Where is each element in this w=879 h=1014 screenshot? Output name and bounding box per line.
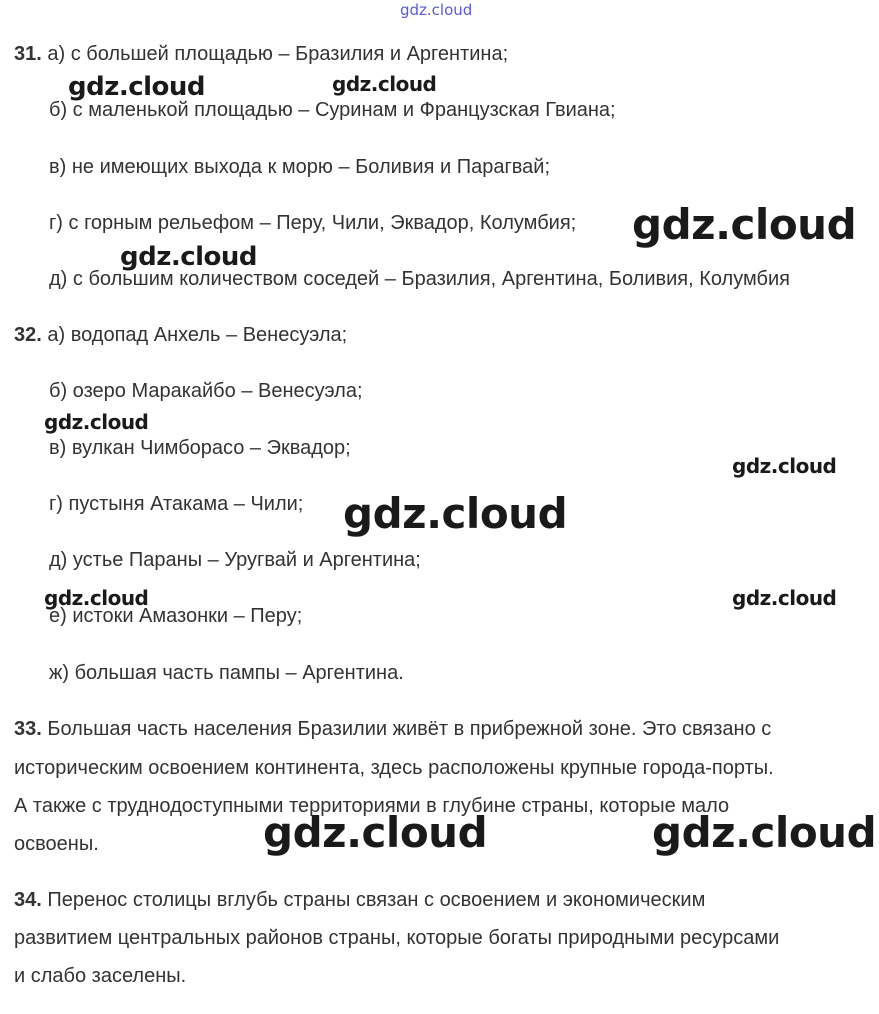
answer-33-number: 33. [14,718,42,740]
answer-32-line-c [49,434,351,462]
answer-32-text-d: г) пустыня Атакама – Чили; [49,493,304,515]
answer-34-line-1 [14,886,705,914]
answer-31-text-d: г) с горным рельефом – Перу, Чили, Эквадор, Колумбия; [49,212,577,234]
answer-32-text-g: ж) большая часть пампы – Аргентина. [49,662,404,684]
answer-33-line-4 [14,830,99,858]
answer-31-line-c [49,153,550,181]
answer-32-line-d [49,490,303,518]
answer-31-line-d [49,209,576,237]
answer-32-line-e [49,546,421,574]
watermark: gdz.cloud [332,72,437,96]
answer-32-text-a: а) водопад Анхель – Венесуэла; [47,324,348,346]
answer-32-text-c: в) вулкан Чимборасо – Эквадор; [49,437,351,459]
watermark: gdz.cloud [263,808,488,857]
answer-32-text-b: б) озеро Маракайбо – Венесуэла; [49,380,363,402]
answer-33-text-4: освоены. [14,833,99,855]
watermark: gdz.cloud [68,72,206,102]
answer-34-line-2 [14,924,779,952]
answer-32-text-f: е) истоки Амазонки – Перу; [49,605,303,627]
answer-34-text-1: Перенос столицы вглубь страны связан с освоением и экономическим [47,889,706,911]
answer-31-text-a: а) с большей площадью – Бразилия и Аргентина; [47,43,509,65]
answer-33-text-3: А также с труднодоступными территориями в глубине страны, которые мало [14,795,730,817]
answer-34-text-2: развитием центральных районов страны, которые богаты природными ресурсами [14,927,780,949]
answer-34-line-3 [14,962,186,990]
answer-31-text-c: в) не имеющих выхода к морю – Боливия и Парагвай; [49,156,550,178]
answer-33-text-1: Большая часть населения Бразилии живёт в прибрежной зоне. Это связано с [47,718,772,740]
answer-32-line-b [49,377,363,405]
answer-33-line-1 [14,715,771,743]
answer-33-text-2: историческим освоением континента, здесь расположены крупные города-порты. [14,757,774,779]
watermark: gdz.cloud [44,410,149,434]
answer-32-text-e: д) устье Параны – Уругвай и Аргентина; [49,549,421,571]
answer-33-line-2 [14,754,774,782]
answer-34-number: 34. [14,889,42,911]
answer-31-text-e: д) с большим количеством соседей – Бразилия, Аргентина, Боливия, Колумбия [49,268,790,290]
answer-31-line-a [14,40,508,68]
header-watermark: gdz.cloud [400,1,473,19]
watermark: gdz.cloud [732,586,837,610]
watermark: gdz.cloud [44,586,149,610]
answer-31-number: 31. [14,43,42,65]
answer-32-line-g [49,659,404,687]
answer-32-line-a [14,321,347,349]
watermark: gdz.cloud [652,808,877,857]
watermark: gdz.cloud [120,242,258,272]
watermark: gdz.cloud [732,454,837,478]
answer-34-text-3: и слабо заселены. [14,965,187,987]
answer-31-text-b: б) с маленькой площадью – Суринам и Французская Гвиана; [49,99,616,121]
answer-32-number: 32. [14,324,42,346]
watermark: gdz.cloud [343,489,568,538]
watermark: gdz.cloud [632,200,857,249]
